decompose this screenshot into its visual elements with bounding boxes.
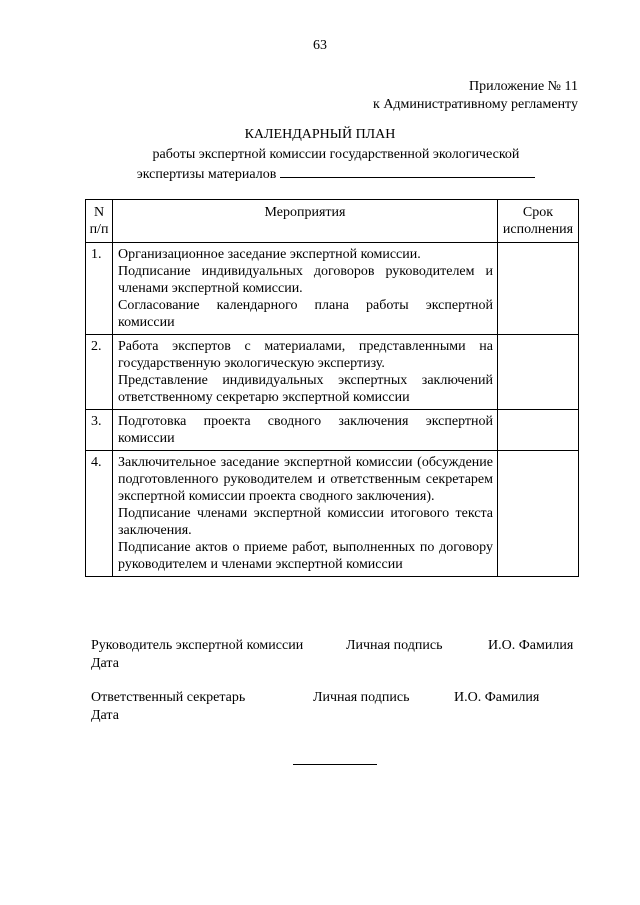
table-row bbox=[86, 243, 579, 335]
head-signature-label: Личная подпись bbox=[346, 638, 443, 653]
row-activities bbox=[113, 243, 498, 335]
activity-item: Представление индивидуальных экспертных заключений ответственному секретарю экспертной комиссии bbox=[118, 373, 493, 405]
row-number: 3. bbox=[86, 410, 113, 451]
head-name-label: И.О. Фамилия bbox=[488, 638, 574, 653]
header-activities: Мероприятия bbox=[113, 200, 498, 243]
secretary-name-label: И.О. Фамилия bbox=[454, 690, 540, 705]
row-number: 1. bbox=[86, 243, 113, 335]
subtitle-line-2 bbox=[0, 164, 640, 184]
subtitle-line-1: работы экспертной комиссии государственной экологической bbox=[152, 147, 520, 162]
row-activities bbox=[113, 410, 498, 451]
header-num-line-2: п/п bbox=[89, 222, 109, 237]
head-date-label: Дата bbox=[91, 656, 119, 671]
header-deadline-line-1: Срок bbox=[522, 205, 554, 220]
secretary-date-label: Дата bbox=[91, 708, 119, 723]
document-subtitle bbox=[0, 146, 640, 184]
head-role: Руководитель экспертной комиссии bbox=[91, 638, 304, 653]
table-row bbox=[86, 451, 579, 577]
row-deadline bbox=[498, 243, 579, 335]
row-number: 2. bbox=[86, 335, 113, 410]
header-deadline-line-2: исполнения bbox=[502, 222, 574, 237]
appendix-header bbox=[373, 78, 578, 114]
document-title: КАЛЕНДАРНЫЙ ПЛАН bbox=[244, 127, 396, 142]
calendar-plan-table bbox=[85, 199, 579, 577]
header-deadline bbox=[498, 200, 579, 243]
row-deadline bbox=[498, 335, 579, 410]
table-row bbox=[86, 335, 579, 410]
activity-item: Подписание членами экспертной комиссии итогового текста заключения. bbox=[118, 506, 493, 538]
activity-item: Подписание индивидуальных договоров руководителем и членами экспертной комиссии. bbox=[118, 264, 493, 296]
table-header-row bbox=[86, 200, 579, 243]
header-num bbox=[86, 200, 113, 243]
activity-item: Подготовка проекта сводного заключения экспертной комиссии bbox=[118, 414, 493, 446]
row-activities bbox=[113, 451, 498, 577]
table-row bbox=[86, 410, 579, 451]
secretary-role: Ответственный секретарь bbox=[91, 690, 246, 705]
materials-blank-line bbox=[280, 164, 535, 178]
subtitle-line-2-text: экспертизы материалов bbox=[136, 167, 277, 182]
activity-item: Работа экспертов с материалами, представленными на государственную экологическую экспертизу. bbox=[118, 339, 493, 371]
footer-divider bbox=[293, 764, 377, 765]
header-num-line-1: N bbox=[93, 205, 105, 220]
page-number: 63 bbox=[313, 38, 327, 53]
appendix-line-2: к Административному регламенту bbox=[373, 97, 578, 112]
activity-item: Заключительное заседание экспертной комиссии (обсуждение подготовленного руководителем и ответственным секретарем экспертной комиссии проекта сводного заключения). bbox=[118, 455, 493, 504]
activity-item: Организационное заседание экспертной комиссии. bbox=[118, 247, 421, 262]
appendix-line-1: Приложение № 11 bbox=[469, 79, 578, 94]
secretary-signature-label: Личная подпись bbox=[313, 690, 410, 705]
row-number: 4. bbox=[86, 451, 113, 577]
activity-item: Подписание актов о приеме работ, выполненных по договору руководителем и членами экспертной комиссии bbox=[118, 540, 493, 572]
row-deadline bbox=[498, 410, 579, 451]
activity-item: Согласование календарного плана работы экспертной комиссии bbox=[118, 298, 493, 330]
row-deadline bbox=[498, 451, 579, 577]
row-activities bbox=[113, 335, 498, 410]
